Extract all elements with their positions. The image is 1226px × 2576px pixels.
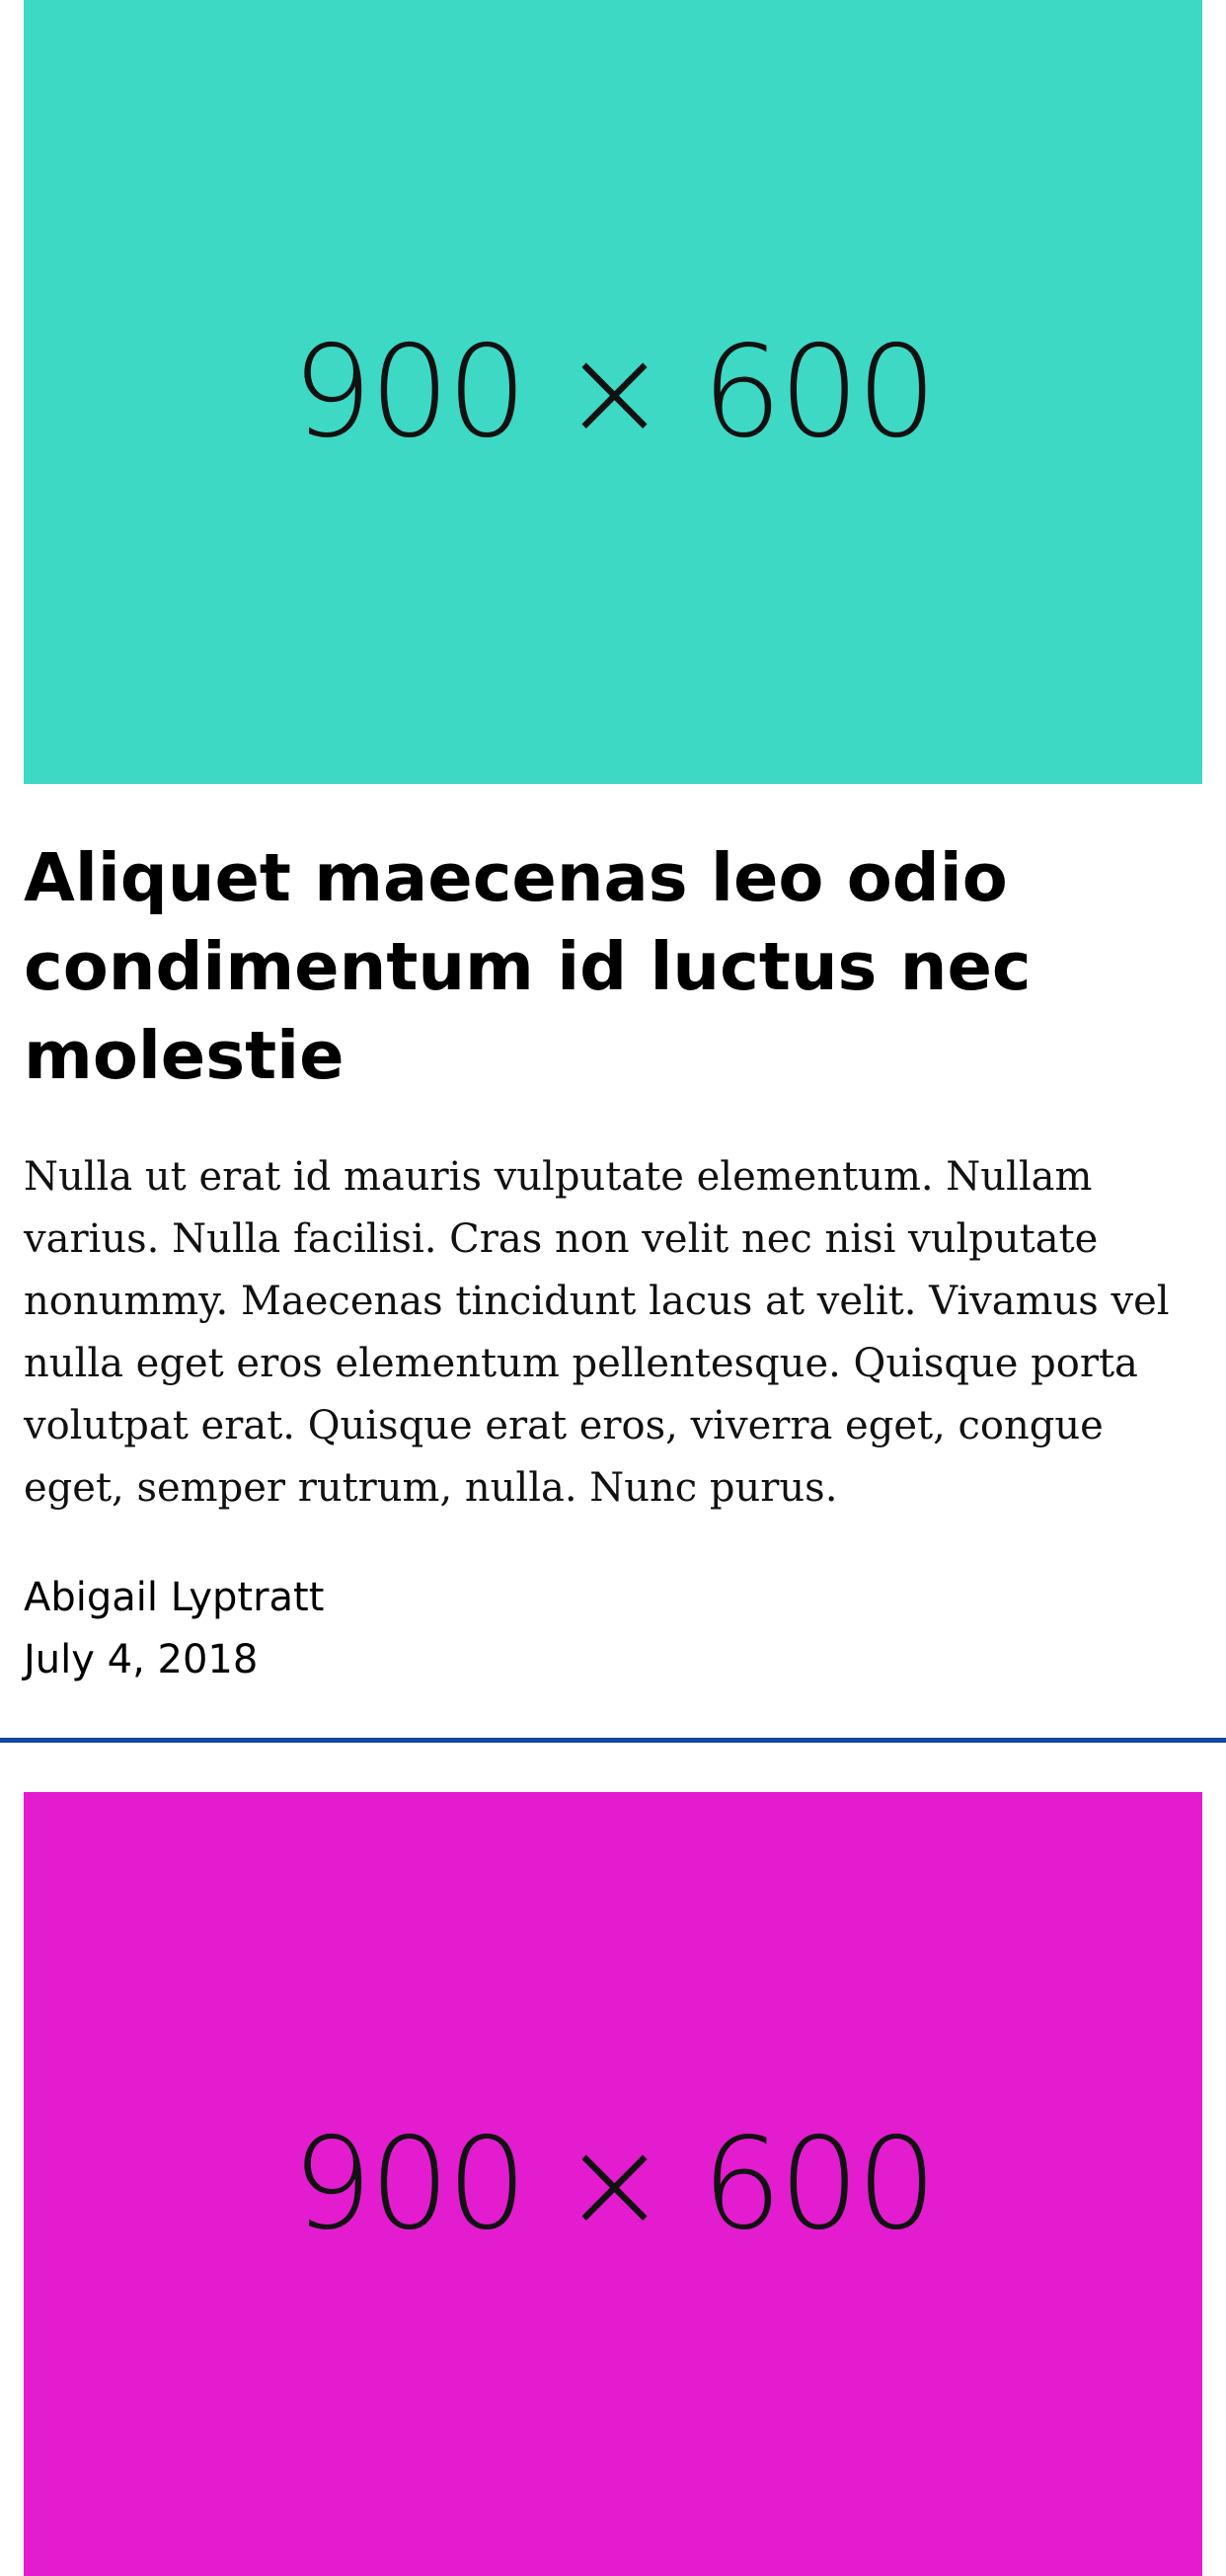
article-title[interactable]: Aliquet maecenas leo odio condimentum id luctus nec molestie: [24, 839, 1032, 1094]
article-image[interactable]: [24, 0, 1202, 784]
article-byline: [24, 1567, 324, 1691]
image-placeholder-label: 900 × 600: [291, 318, 935, 466]
image-placeholder-label: 900 × 600: [291, 2110, 935, 2258]
article-excerpt: Nulla ut erat id mauris vulputate elementum. Nullam varius. Nulla facilisi. Cras non velit nec nisi vulputate nonummy. Maecenas tincidunt lacus at velit. Vivamus vel nulla eget eros elementum pellentesque. Quisque porta volutpat erat. Quisque erat eros, viverra eget, congue eget, semper rutrum, nulla. Nunc purus.: [24, 1154, 1170, 1511]
article-date: July 4, 2018: [24, 1637, 259, 1682]
article-image[interactable]: [24, 1792, 1202, 2576]
article-author: Abigail Lyptratt: [24, 1575, 325, 1620]
article-divider: [0, 1738, 1226, 1743]
